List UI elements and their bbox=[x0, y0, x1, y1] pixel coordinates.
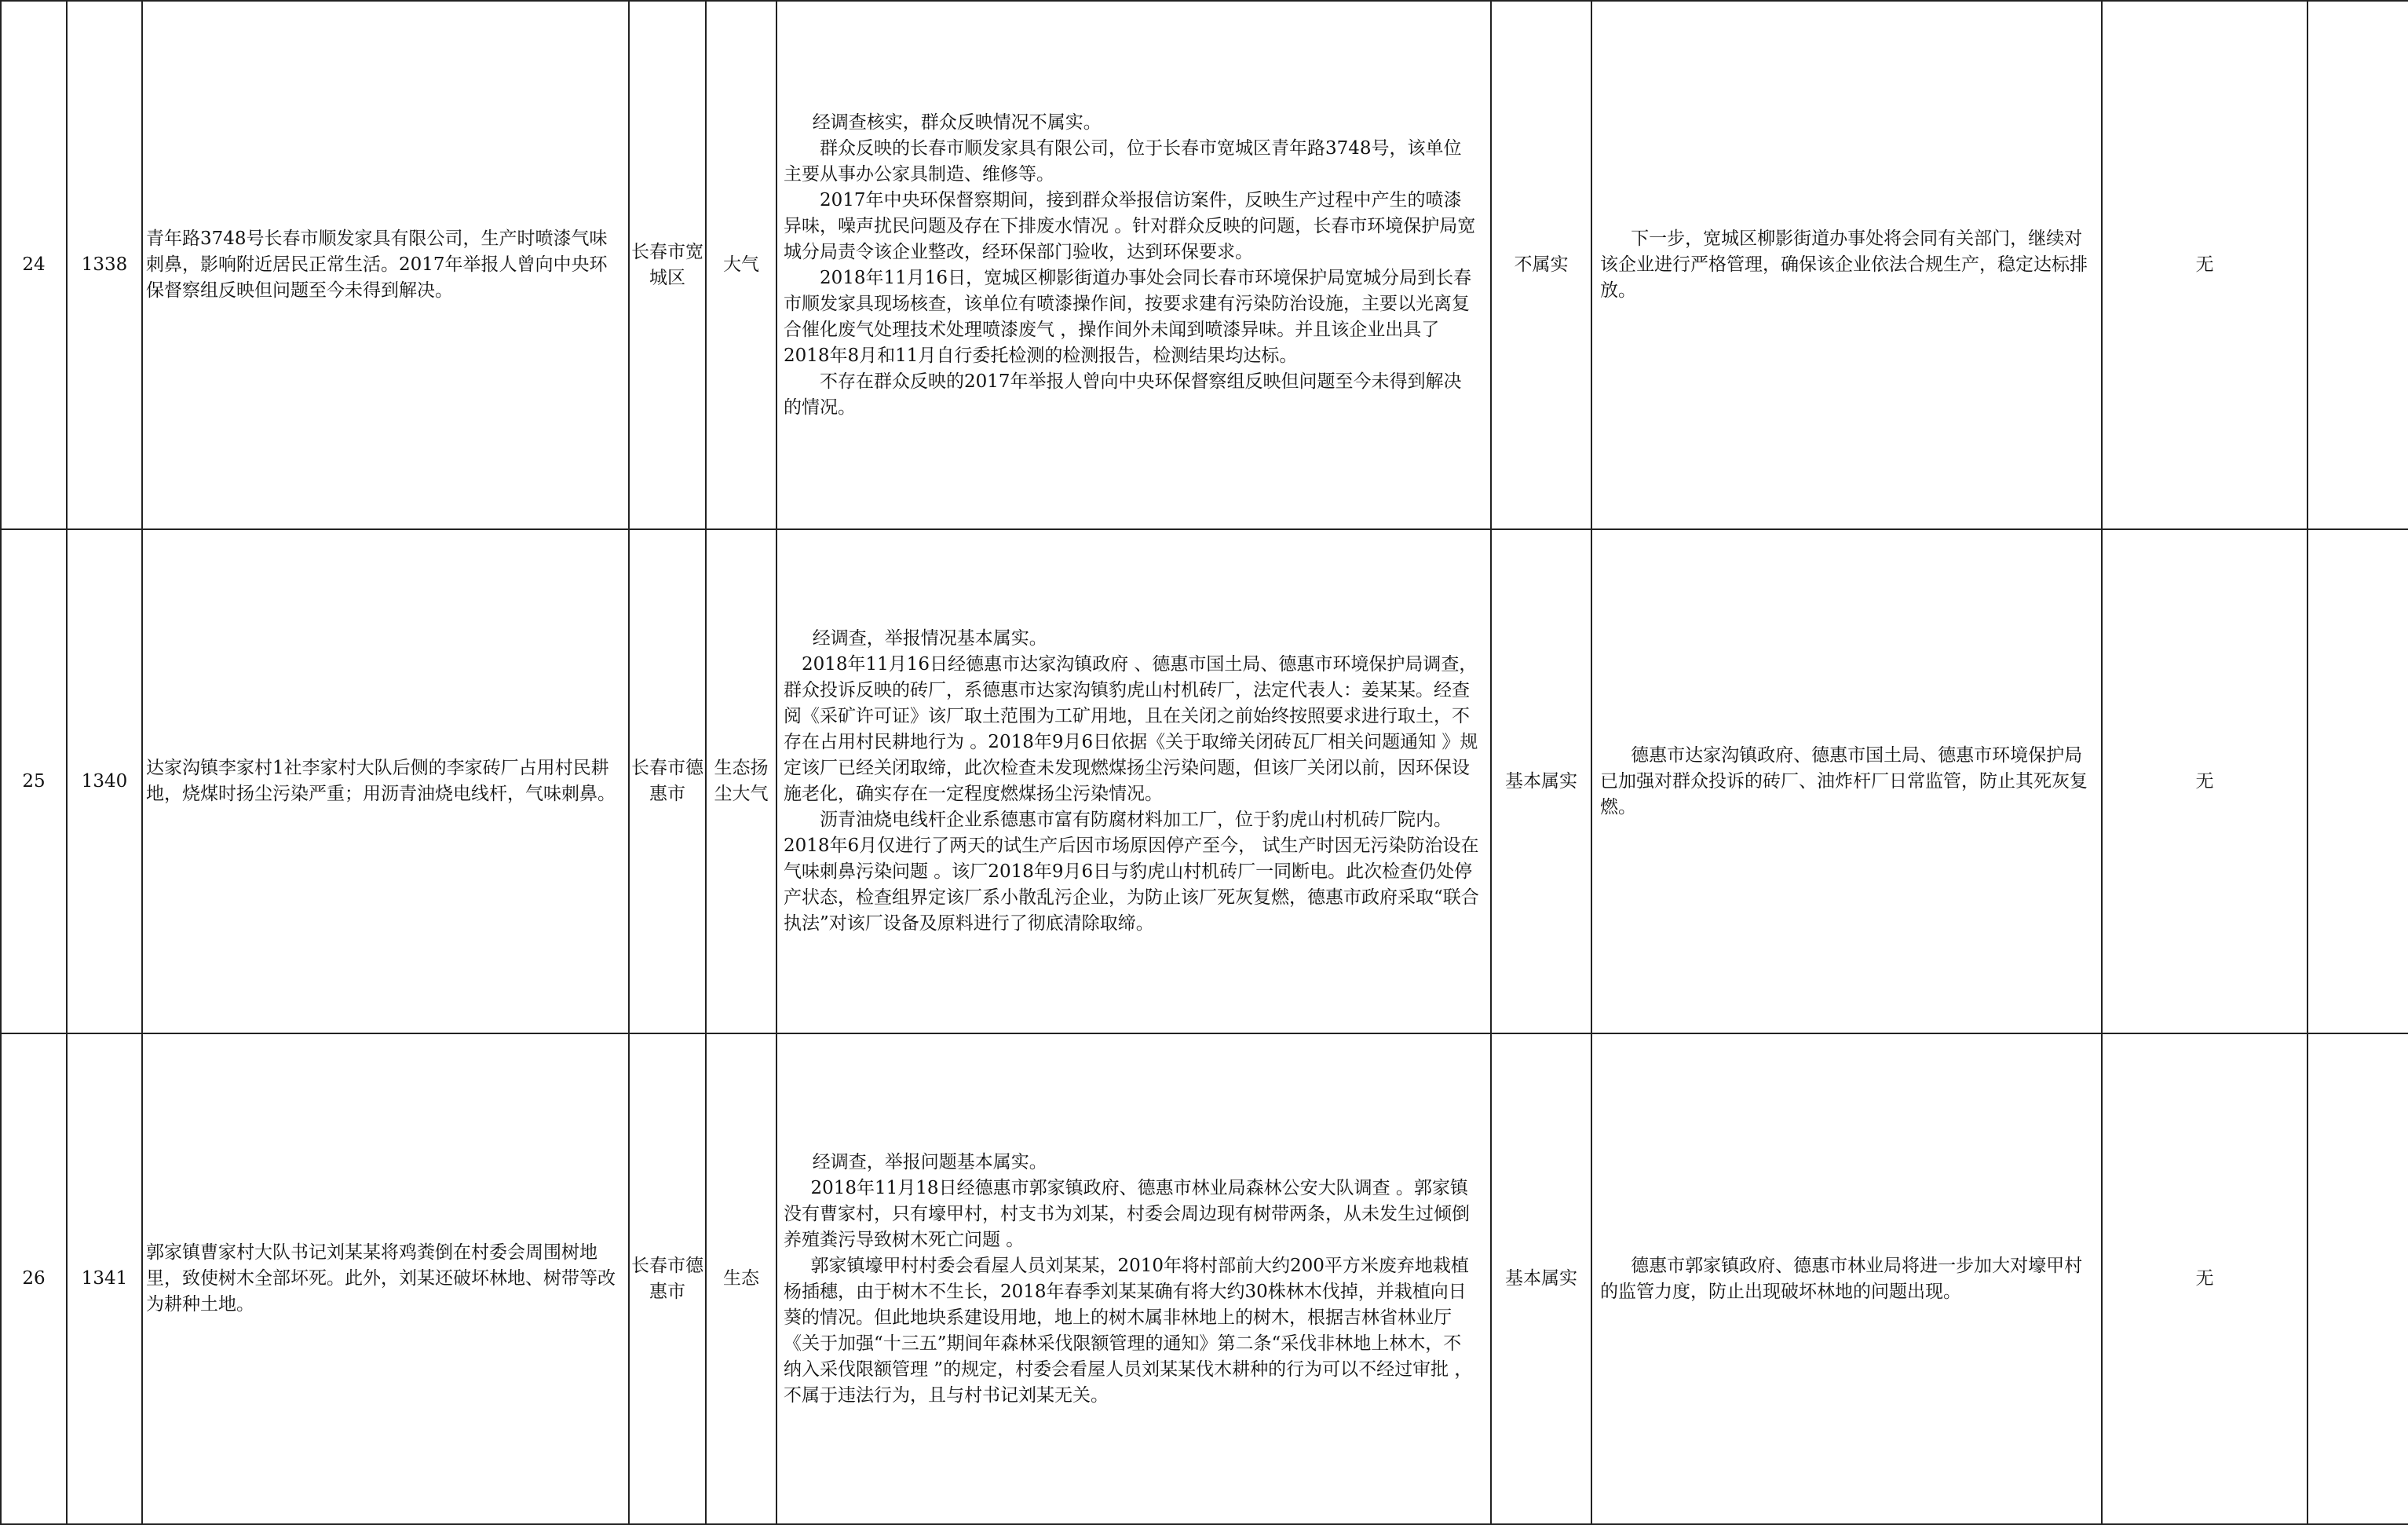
remark bbox=[2308, 1033, 2408, 1524]
finding-paragraph: 2018年11月16日经德惠市达家沟镇政府 、德惠市国土局、德惠市环境保护局调查，群众投诉反映的砖厂，系德惠市达家沟镇豹虎山村机砖厂，法定代表人：姜某某。经查阅《采矿许可证》该厂取土范围为工矿用地，且在关闭之前始终按照要求进行取土，不存在占用村民耕地行为 。2018年9月6日依据《关于取缔关闭砖瓦厂相关问题通知 》规定该厂已经关闭取缔，此次检查未发现燃煤扬尘污染问题，但该厂关闭以前，因环保设施老化，确实存在一定程度燃煤扬尘污染情况。 bbox=[784, 654, 1478, 804]
finding-paragraph: 经调查核实，群众反映情况不属实。 bbox=[812, 112, 1102, 133]
complaint-text: 青年路3748号长春市顺发家具有限公司，生产时喷漆气味刺鼻，影响附近居民正常生活。2017年举报人曾向中央环保督察组反映但问题至今未得到解决。 bbox=[142, 1, 629, 529]
finding-paragraph: 2018年11月18日经德惠市郭家镇政府、德惠市林业局森林公安大队调查 。郭家镇没有曹家村，只有壕甲村，村支书为刘某，村委会周边现有树带两条，从未发生过倾倒养殖粪污导致树木死亡问题 。 bbox=[784, 1177, 1470, 1250]
accountability: 无 bbox=[2102, 529, 2308, 1033]
row-number: 25 bbox=[1, 529, 67, 1033]
finding-paragraph: 2017年中央环保督察期间，接到群众举报信访案件，反映生产过程中产生的喷漆异味，噪声扰民问题及存在下排废水情况 。针对群众反映的问题，长春市环境保护局宽城分局责令该企业整改，经环保部门验收，达到环保要求。 bbox=[784, 189, 1476, 262]
complaint-text: 达家沟镇李家村1社李家村大队后侧的李家砖厂占用村民耕地，烧煤时扬尘污染严重；用沥青油烧电线杆，气味刺鼻。 bbox=[142, 529, 629, 1033]
finding-paragraph: 经调查，举报情况基本属实。 bbox=[812, 628, 1047, 649]
investigation-findings bbox=[776, 1033, 1491, 1524]
pollution-category: 生态 bbox=[706, 1033, 776, 1524]
pollution-category: 大气 bbox=[706, 1, 776, 529]
region: 长春市德惠市 bbox=[629, 1033, 706, 1524]
finding-paragraph: 郭家镇壕甲村村委会看屋人员刘某某，2010年将村部前大约200平方米废弃地栽植杨插穗，由于树木不生长，2018年春季刘某某确有将大约30株林木伐掉，并栽植向日葵的情况。但此地块系建设用地，地上的树木属非林地上的树木，根据吉林省林业厅《关于加强“十三五”期间年森林采伐限额管理的通知》第二条“采伐非林地上林木，不纳入采伐限额管理 ”的规定，村委会看屋人员刘某某伐木耕种的行为可以不经过审批 ，不属于违法行为，且与村书记刘某无关。 bbox=[784, 1255, 1473, 1406]
rectification: 下一步，宽城区柳影街道办事处将会同有关部门，继续对该企业进行严格管理，确保该企业依法合规生产，稳定达标排放。 bbox=[1591, 1, 2102, 529]
case-code: 1340 bbox=[67, 529, 142, 1033]
finding-paragraph: 不存在群众反映的2017年举报人曾向中央环保督察组反映但问题至今未得到解决的情况。 bbox=[784, 371, 1462, 418]
row-number: 24 bbox=[1, 1, 67, 529]
region: 长春市宽城区 bbox=[629, 1, 706, 529]
table-row bbox=[1, 1, 2408, 529]
row-number: 26 bbox=[1, 1033, 67, 1524]
investigation-findings bbox=[776, 1, 1491, 529]
complaint-text: 郭家镇曹家村大队书记刘某某将鸡粪倒在村委会周围树地里，致使树木全部坏死。此外，刘某还破坏林地、树带等改为耕种土地。 bbox=[142, 1033, 629, 1524]
rectification: 德惠市达家沟镇政府、德惠市国土局、德惠市环境保护局已加强对群众投诉的砖厂、油炸杆厂日常监管，防止其死灰复燃。 bbox=[1591, 529, 2102, 1033]
table-row bbox=[1, 1033, 2408, 1524]
accountability: 无 bbox=[2102, 1, 2308, 529]
table-row bbox=[1, 529, 2408, 1033]
remark bbox=[2308, 529, 2408, 1033]
remark bbox=[2308, 1, 2408, 529]
case-code: 1341 bbox=[67, 1033, 142, 1524]
finding-paragraph: 经调查，举报问题基本属实。 bbox=[812, 1151, 1047, 1172]
case-code: 1338 bbox=[67, 1, 142, 529]
verdict: 不属实 bbox=[1491, 1, 1591, 529]
rectification: 德惠市郭家镇政府、德惠市林业局将进一步加大对壕甲村的监管力度，防止出现破坏林地的问题出现。 bbox=[1591, 1033, 2102, 1524]
finding-paragraph: 2018年11月16日，宽城区柳影街道办事处会同长春市环境保护局宽城分局到长春市顺发家具现场核查，该单位有喷漆操作间，按要求建有污染防治设施，主要以光离复合催化废气处理技术处理喷漆废气 ，操作间外未闻到喷漆异味。并且该企业出具了2018年8月和11月自行委托检测的检测报告，检测结果均达标。 bbox=[784, 267, 1472, 366]
investigation-findings bbox=[776, 529, 1491, 1033]
accountability: 无 bbox=[2102, 1033, 2308, 1524]
finding-paragraph: 沥青油烧电线杆企业系德惠市富有防腐材料加工厂，位于豹虎山村机砖厂院内。2018年6月仅进行了两天的试生产后因市场原因停产至今， 试生产时因无污染防治设在气味刺鼻污染问题 。该厂2018年9月6日与豹虎山村机砖厂一同断电。此次检查仍处停产状态，检查组界定该厂系小散乱污企业，为防止该厂死灰复燃，德惠市政府采取“联合执法”对该厂设备及原料进行了彻底清除取缔。 bbox=[784, 810, 1479, 934]
verdict: 基本属实 bbox=[1491, 1033, 1591, 1524]
verdict: 基本属实 bbox=[1491, 529, 1591, 1033]
pollution-category: 生态扬尘大气 bbox=[706, 529, 776, 1033]
region: 长春市德惠市 bbox=[629, 529, 706, 1033]
finding-paragraph: 群众反映的长春市顺发家具有限公司，位于长春市宽城区青年路3748号，该单位主要从事办公家具制造、维修等。 bbox=[784, 137, 1462, 185]
